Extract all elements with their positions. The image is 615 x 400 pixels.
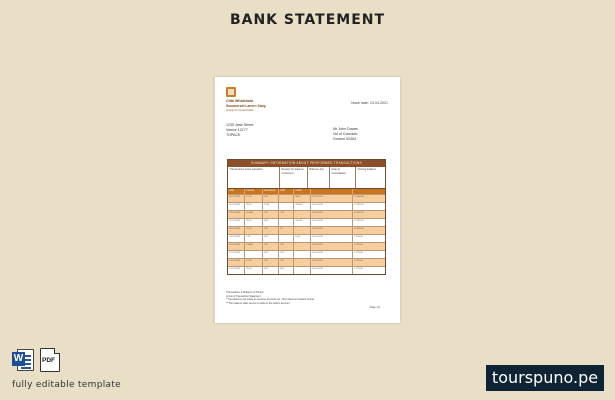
table-row (228, 210, 385, 218)
bank-logo-icon (226, 87, 236, 97)
word-letter: W (13, 353, 24, 364)
sender-address (226, 123, 253, 138)
transactions-table (227, 159, 386, 275)
table-cell: 1,275.00 (354, 260, 363, 262)
column-header (353, 189, 385, 194)
column-header: Credit (294, 189, 311, 194)
table-cell: 12,497.00 (354, 204, 365, 206)
table-cell: 1.5000 (245, 243, 263, 250)
table-cell: 12,497.00 (354, 220, 365, 222)
table-cell: 200 (263, 259, 279, 266)
address-line: Gordon 52454 (333, 137, 356, 141)
summary-cell: Receipt for balance of account (280, 167, 308, 188)
note-line: * Transactions are made to exercise accounts for: 'this customer banked' format (226, 298, 315, 302)
table-cell: 25.31 (245, 227, 263, 234)
table-row (228, 194, 385, 202)
recipient-address (333, 127, 358, 142)
table-cell (294, 251, 311, 258)
table-cell: 75 (279, 227, 294, 234)
table-cell: 200 (263, 251, 279, 258)
column-header: Amount (245, 189, 263, 194)
table-cell (294, 243, 311, 250)
table-cell (279, 219, 294, 226)
table-cell: 200 (279, 243, 294, 250)
bank-subtitle: Sommerset Lacern Savg (226, 103, 266, 108)
summary-cell: Date of Cancellation (330, 167, 356, 188)
table-header-row (228, 189, 385, 194)
address-line: 1235 Jane Street (226, 123, 254, 127)
table-cell: 1,250.00 (354, 236, 363, 238)
table-cell (245, 251, 263, 258)
table-row (228, 266, 385, 274)
table-cell: 300.4 (294, 195, 311, 202)
bank-name: Città Whatchala (226, 99, 253, 103)
table-cell: 143 (279, 211, 294, 218)
column-header: Date (228, 189, 245, 194)
summary-cell: Transactions since operation: (228, 167, 280, 188)
summary-cell: Closing balance (357, 168, 376, 171)
table-cell: 06.07.2021 (228, 203, 245, 210)
table-cell (279, 235, 294, 242)
note-line: Account Transaction Statement (226, 294, 261, 298)
table-cell: 12.07.2021 (228, 251, 245, 258)
table-cell: 07.07.2021 (228, 211, 245, 218)
table-cell: 120 (279, 251, 294, 258)
table-cell: 26.07.2021 (311, 203, 353, 210)
table-cell (294, 227, 311, 234)
table-cell: 150 (279, 259, 294, 266)
table-cell: 25.31 (245, 203, 263, 210)
address-line: TOPACK (226, 133, 241, 137)
address-line: Mr John Dowes (333, 127, 358, 131)
page-number: Page 1/1 (369, 306, 380, 309)
table-cell: 200 (263, 243, 279, 250)
pdf-icon[interactable] (40, 348, 60, 372)
table-cell: 09.07.2021 (228, 235, 245, 242)
notes (226, 291, 314, 305)
bank-tagline: simply & unmatchable (226, 108, 254, 112)
table-cell: 1400 (294, 235, 311, 242)
table-row (228, 242, 385, 250)
brand-badge[interactable]: tourspuno.pe (486, 365, 604, 391)
table-cell: 1.20 (245, 235, 263, 242)
table-cell: 12.31 (245, 195, 263, 202)
table-cell: 200 (263, 195, 279, 202)
table-row (228, 202, 385, 210)
column-header: Remaining (263, 189, 279, 194)
table-cell: 08.07.2021 (228, 227, 245, 234)
table-cell: 310.80 (294, 203, 311, 210)
table-body (228, 194, 385, 274)
table-cell: 200 (263, 267, 279, 274)
table-cell (279, 203, 294, 210)
summary-cell: Balance due (308, 167, 330, 188)
table-cell: 05.07.2021 (228, 195, 245, 202)
table-cell: 26.07.2021 (311, 235, 353, 242)
table-row (228, 226, 385, 234)
column-header (311, 189, 353, 194)
table-cell: 12,000.00 (354, 196, 365, 198)
table-cell: 26.07.2021 (311, 251, 353, 258)
table-cell: 180 (263, 219, 279, 226)
table-cell: 13.07.2021 (228, 259, 245, 266)
table-cell: 12,497.00 (354, 212, 365, 214)
table-row (228, 258, 385, 266)
table-cell: 10.07.2021 (228, 243, 245, 250)
pdf-label: PDF (42, 357, 55, 364)
table-cell: 1,275.00 (354, 244, 363, 246)
table-cell: 26.07.2021 (311, 219, 353, 226)
address-line: Venice 12177 (226, 128, 248, 132)
table-cell: 26.07.2021 (311, 227, 353, 234)
table-cell: 100 (263, 211, 279, 218)
table-cell (279, 195, 294, 202)
issue-date: Issue date: 23.04.2021 (351, 101, 388, 105)
word-icon[interactable] (12, 348, 34, 372)
table-cell (294, 211, 311, 218)
table-row (228, 250, 385, 258)
table-cell: 26.07.2021 (311, 243, 353, 250)
table-cell: 14.07.2021 (228, 267, 245, 274)
table-cell (294, 267, 311, 274)
table-cell: 200 (263, 235, 279, 242)
table-cell: 26.07.2021 (311, 195, 353, 202)
table-cell: 31.600 (245, 211, 263, 218)
table-cell: 26.07.2021 (311, 211, 353, 218)
table-cell: 441.30 (294, 219, 311, 226)
table-cell: 11,500.00 (354, 228, 364, 230)
bank-statement-document (215, 77, 400, 323)
note-line: Transactions in Balance of Period (226, 291, 264, 294)
table-cell: 26.07.2021 (311, 259, 353, 266)
table-cell: 25.00 (245, 267, 263, 274)
column-header: Paid (279, 189, 294, 194)
note-line: ** The balance date serves to settle to the bank's account (226, 301, 290, 305)
table-cell: 1,275.00 (354, 252, 363, 254)
editable-caption: fully editable template (12, 380, 121, 390)
table-cell: 1,275.00 (354, 268, 363, 270)
table-cell: 26.07.2021 (311, 267, 353, 274)
table-row (228, 234, 385, 242)
summary-row (228, 167, 385, 189)
table-cell: 12.00 (245, 259, 263, 266)
table-title: SUMMARY INFORMATION ABOUT PERFORMED TRANSACTIONS (228, 160, 385, 167)
table-cell: 25.31 (245, 219, 263, 226)
table-cell: 07.07.2021 (228, 219, 245, 226)
table-row (228, 218, 385, 226)
table-cell: 500 (279, 267, 294, 274)
page-title: BANK STATEMENT (229, 12, 386, 28)
table-cell: 200 (263, 227, 279, 234)
address-line: 1st of Colorado (333, 132, 358, 136)
table-cell: 1500 (263, 203, 279, 210)
format-icons (12, 348, 60, 372)
table-cell (294, 259, 311, 266)
